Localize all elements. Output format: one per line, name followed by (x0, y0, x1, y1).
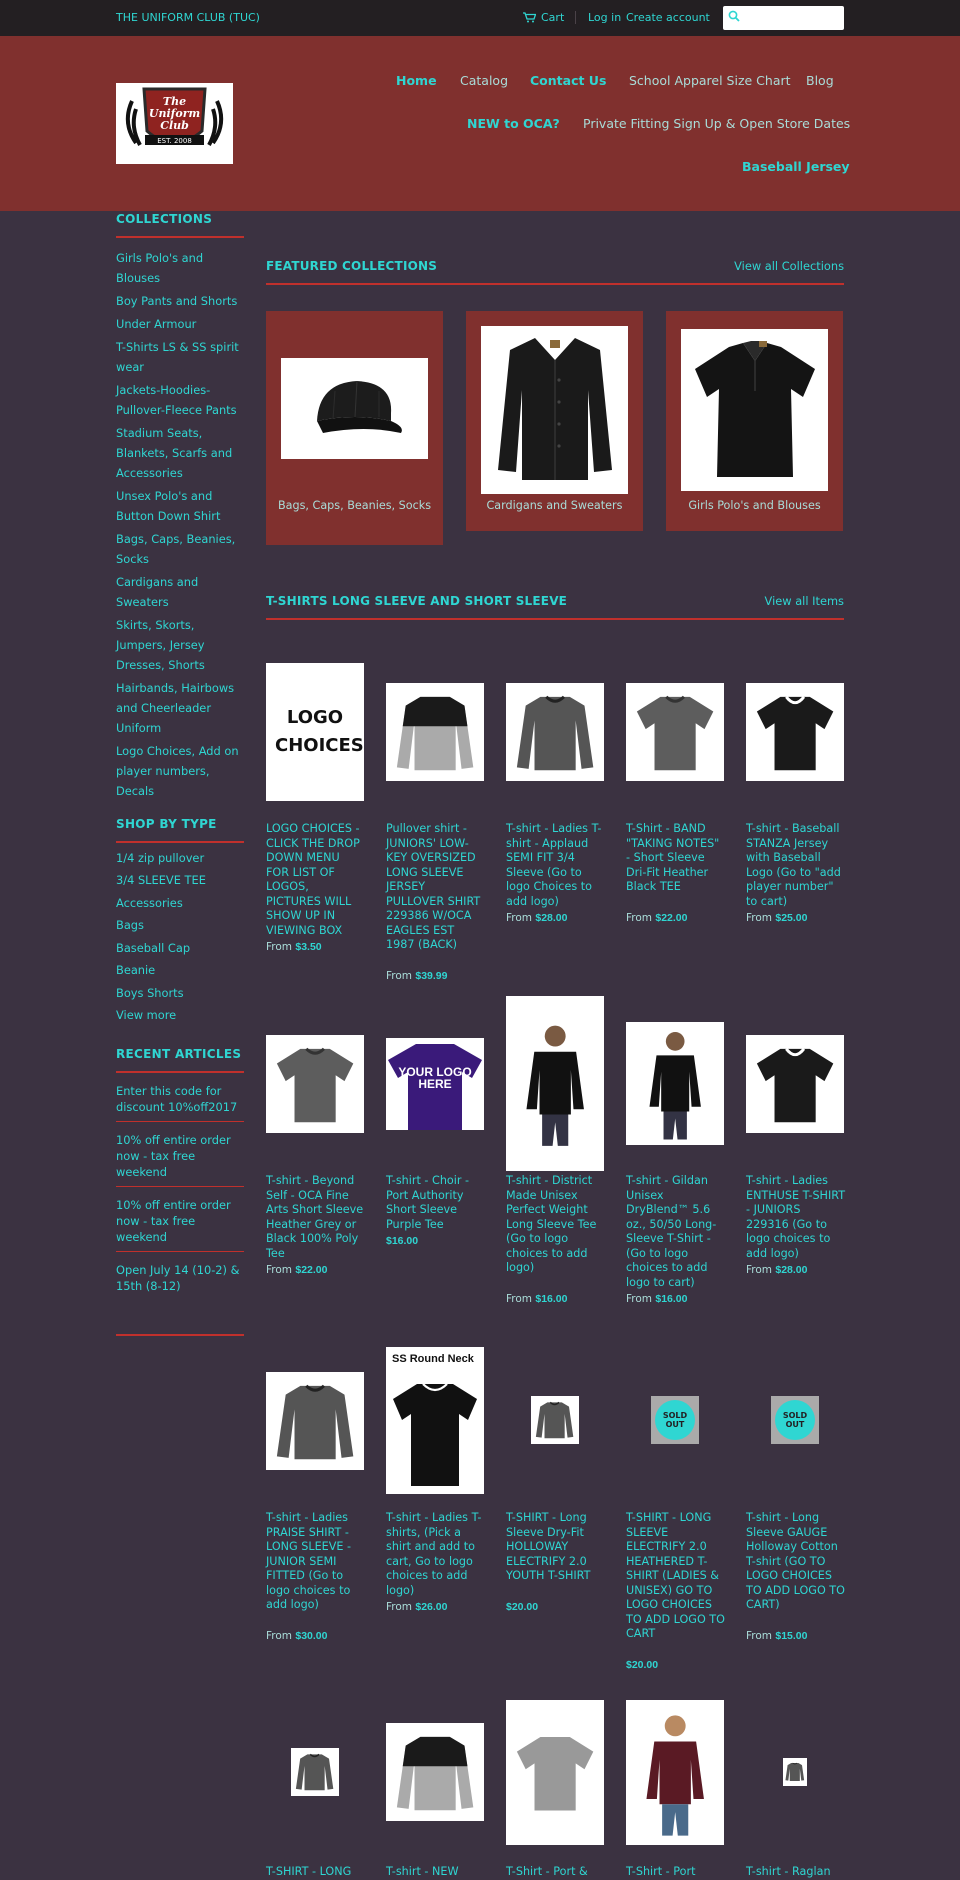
view-more-link[interactable]: View more (116, 1008, 177, 1022)
collection-link[interactable]: Skirts, Skorts, Jumpers, Jersey Dresses, Shorts (116, 618, 205, 672)
price-value: $28.00 (535, 912, 568, 924)
nav-blog[interactable]: Blog (806, 73, 834, 88)
product-title-link[interactable]: T-shirt - Choir - Port Authority Short Sleeve Purple Tee (386, 1174, 470, 1231)
product-image[interactable] (266, 1372, 364, 1470)
nav-new-oca[interactable]: NEW to OCA? (467, 116, 560, 131)
your-logo-here-text: YOUR LOGO HERE (398, 1065, 472, 1091)
product-title-link[interactable]: T-shirt - Raglan (746, 1865, 831, 1878)
logo-choices-text: LOGO CHOICES (275, 707, 364, 756)
divider (116, 841, 244, 843)
product-image[interactable] (626, 1022, 724, 1145)
polo-image (681, 329, 828, 491)
product-title-link[interactable]: T-shirt - Baseball STANZA Jersey with Baseball Logo (Go to "add player number" to cart) (746, 822, 841, 908)
product-title-link[interactable]: T-shirt - Ladies PRAISE SHIRT - LONG SLEEVE - JUNIOR SEMI FITTED (Go to logo choices to add logo) (266, 1511, 352, 1611)
svg-text:Uniform: Uniform (148, 107, 201, 120)
product-image[interactable] (386, 683, 484, 781)
product-title-link[interactable]: T-shirt - District Made Unisex Perfect Weight Long Sleeve Tee (Go to logo choices to add logo) (506, 1174, 597, 1274)
price-value: $39.99 (415, 970, 448, 982)
product-image[interactable] (771, 1396, 819, 1444)
price-value: $20.00 (626, 1659, 659, 1671)
product-image[interactable] (746, 683, 844, 781)
product-title-link[interactable]: T-shirt - Ladies T-shirts, (Pick a shirt and add to cart, Go to logo choices to add logo) (386, 1511, 482, 1597)
price-value: $28.00 (775, 1264, 808, 1276)
product-title-link[interactable]: T-shirt - Beyond Self - OCA Fine Arts Short Sleeve Heather Grey or Black 100% Poly Tee (266, 1174, 364, 1260)
product-price (386, 1600, 447, 1614)
collections-heading: COLLECTIONS (116, 212, 213, 226)
collection-link[interactable]: Girls Polo's and Blouses (116, 251, 204, 285)
price-from-label: From (626, 912, 656, 924)
product-price (746, 1263, 807, 1277)
site-logo[interactable] (116, 83, 233, 164)
product-title-link[interactable]: T-shirt - Long Sleeve GAUGE Holloway Cotton T-shirt (GO TO LOGO CHOICES TO ADD LOGO TO CART) (746, 1511, 845, 1611)
collection-link[interactable]: Boy Pants and Shorts (116, 294, 238, 308)
featured-collection-card[interactable] (266, 311, 443, 545)
price-value: $16.00 (386, 1235, 419, 1247)
price-value: $22.00 (655, 912, 688, 924)
type-link[interactable]: 3/4 SLEEVE TEE (116, 873, 206, 887)
product-price (386, 969, 447, 983)
product-title-link[interactable]: T-shirt - Ladies ENTHUSE T-SHIRT - JUNIORS 229316 (Go to logo choices to add logo) (746, 1174, 846, 1260)
create-account-link[interactable]: Create account (626, 11, 710, 24)
shop-by-type-heading: SHOP BY TYPE (116, 817, 217, 831)
product-image[interactable] (626, 1700, 724, 1845)
login-link[interactable]: Log in (588, 11, 622, 24)
product-price (386, 1234, 418, 1248)
price-value: $22.00 (295, 1264, 328, 1276)
product-title-link[interactable]: T-shirt - Ladies T-shirt - Applaud SEMI FIT 3/4 Sleeve (Go to logo Choices to add logo) (506, 822, 602, 908)
collection-link[interactable]: Jackets-Hoodies-Pullover-Fleece Pants (116, 383, 237, 417)
collection-caption: Cardigans and Sweaters (486, 499, 623, 512)
price-from-label: From (266, 1630, 296, 1642)
divider (575, 11, 576, 24)
cart-icon (523, 12, 536, 23)
price-from-label: From (746, 912, 776, 924)
product-image[interactable] (506, 996, 604, 1171)
product-price (626, 911, 687, 925)
cart-label: Cart (541, 11, 565, 24)
view-all-collections-link[interactable]: View all Collections (734, 259, 844, 273)
product-image[interactable] (531, 1396, 579, 1444)
collection-link[interactable]: T-Shirts LS & SS spirit wear (116, 340, 239, 374)
product-price (746, 911, 807, 925)
shop-by-type-list (116, 851, 244, 1024)
sold-out-badge: SOLD OUT (655, 1400, 695, 1440)
collection-link[interactable]: Bags, Caps, Beanies, Socks (116, 532, 236, 566)
product-price (746, 1629, 807, 1643)
cart-link[interactable] (523, 11, 564, 24)
product-image[interactable] (386, 1723, 484, 1821)
product-title-link[interactable]: T-SHIRT - LONG SLEEVE ELECTRIFY 2.0 HEATHERED T-SHIRT (LADIES & UNISEX) GO TO LOGO CHOICES TO ADD LOGO TO CART (626, 1511, 725, 1640)
article-link[interactable]: Open July 14 (10-2) & 15th (8-12) (116, 1263, 240, 1293)
product-image[interactable] (651, 1396, 699, 1444)
collections-list (116, 248, 244, 801)
product-image[interactable] (266, 663, 364, 801)
product-image[interactable] (626, 683, 724, 781)
product-price (506, 1600, 538, 1614)
price-value: $16.00 (535, 1293, 568, 1305)
type-link[interactable]: Bags (116, 918, 144, 932)
product-image[interactable] (506, 1700, 604, 1845)
divider (266, 283, 844, 285)
product-image[interactable] (386, 1347, 484, 1494)
price-value: $26.00 (415, 1601, 448, 1613)
collection-link[interactable]: Unsex Polo's and Button Down Shirt (116, 489, 221, 523)
article-link[interactable]: 10% off entire order now - tax free weekend (116, 1122, 244, 1187)
nav-baseball-jersey[interactable]: Baseball Jersey (742, 159, 850, 174)
price-from-label: From (746, 1630, 776, 1642)
price-value: $15.00 (775, 1630, 808, 1642)
product-image[interactable] (783, 1758, 807, 1786)
nav-fitting[interactable]: Private Fitting Sign Up & Open Store Dates (583, 116, 851, 131)
nav-contact[interactable]: Contact Us (530, 73, 607, 88)
section-title: FEATURED COLLECTIONS (266, 259, 438, 273)
cardigan-image (481, 326, 628, 494)
nav-size-chart[interactable]: School Apparel Size Chart (629, 73, 791, 88)
product-title-link[interactable]: T-SHIRT - LONG (266, 1865, 352, 1878)
product-title-link[interactable]: T-shirt - NEW (386, 1865, 459, 1878)
cap-image (281, 358, 428, 459)
product-price (506, 1292, 567, 1306)
price-value: $25.00 (775, 912, 808, 924)
article-link[interactable]: Enter this code for discount 10%off2017 (116, 1073, 244, 1122)
price-from-label: From (266, 941, 296, 953)
collection-caption: Girls Polo's and Blouses (688, 499, 821, 512)
store-name-link[interactable]: THE UNIFORM CLUB (TUC) (116, 11, 260, 24)
sold-out-badge: SOLD OUT (775, 1400, 815, 1440)
price-value: $16.00 (655, 1293, 688, 1305)
price-value: $20.00 (506, 1601, 539, 1613)
type-link[interactable]: Boys Shorts (116, 985, 184, 1000)
top-bar (0, 0, 960, 36)
product-title-link[interactable]: LOGO CHOICES - CLICK THE DROP DOWN MENU FOR LIST OF LOGOS, PICTURES WILL SHOW UP IN VIEWING BOX (266, 822, 360, 937)
product-title-link[interactable]: T-Shirt - BAND "TAKING NOTES" - Short Sleeve Dri-Fit Heather Black TEE (626, 822, 720, 893)
collection-link[interactable]: Hairbands, Hairbows and Cheerleader Uniform (116, 681, 235, 735)
divider (266, 618, 844, 620)
price-from-label: From (266, 1264, 296, 1276)
price-from-label: From (746, 1264, 776, 1276)
article-link[interactable]: 10% off entire order now - tax free weekend (116, 1187, 244, 1252)
product-image[interactable] (266, 1035, 364, 1133)
svg-text:EST. 2008: EST. 2008 (157, 137, 192, 145)
sidebar (116, 212, 244, 1336)
articles-list (116, 1073, 244, 1300)
product-price (266, 1263, 327, 1277)
product-image[interactable] (386, 1038, 484, 1130)
divider (116, 236, 244, 238)
search-input[interactable] (745, 9, 840, 27)
recent-articles-heading: RECENT ARTICLES (116, 1047, 242, 1061)
collection-link[interactable]: Stadium Seats, Blankets, Scarfs and Accessories (116, 426, 233, 480)
section-title: T-SHIRTS LONG SLEEVE AND SHORT SLEEVE (266, 594, 568, 608)
product-image[interactable] (506, 683, 604, 781)
site-header (0, 36, 960, 211)
price-from-label: From (506, 912, 536, 924)
search-icon[interactable] (728, 10, 740, 22)
product-image[interactable] (291, 1748, 339, 1796)
svg-text:The: The (162, 95, 187, 108)
collection-link[interactable]: Logo Choices, Add on player numbers, Decals (116, 744, 239, 798)
featured-collections-header (266, 259, 844, 289)
price-from-label: From (626, 1293, 656, 1305)
product-price (506, 911, 567, 925)
price-value: $3.50 (295, 941, 322, 953)
collection-caption: Bags, Caps, Beanies, Socks (277, 499, 432, 512)
price-from-label: From (386, 1601, 416, 1613)
type-link[interactable]: Baseball Cap (116, 940, 191, 955)
product-price (626, 1292, 687, 1306)
product-title-link[interactable]: T-Shirt - Port & (506, 1865, 588, 1878)
product-title-link[interactable]: T-Shirt - Port (626, 1865, 696, 1878)
product-title-link[interactable]: T-shirt - Gildan Unisex DryBlend™ 5.6 oz., 50/50 Long-Sleeve T-Shirt - (Go to logo choices to add logo to cart) (626, 1174, 717, 1289)
collection-link[interactable]: Cardigans and Sweaters (116, 575, 199, 609)
product-title-link[interactable]: Pullover shirt - JUNIORS' LOW-KEY OVERSIZED LONG SLEEVE JERSEY PULLOVER SHIRT 229386 W/OCA EAGLES EST 1987 (BACK) (386, 822, 481, 951)
type-link[interactable]: Beanie (116, 963, 156, 977)
view-all-items-link[interactable]: View all Items (764, 594, 844, 608)
svg-text:Club: Club (160, 119, 189, 132)
price-from-label: From (386, 970, 416, 982)
search-box (723, 6, 844, 30)
product-price (626, 1658, 658, 1672)
featured-collection-card[interactable] (466, 311, 643, 531)
divider (116, 1334, 244, 1336)
nav-home[interactable]: Home (396, 73, 437, 88)
nav-catalog[interactable]: Catalog (460, 73, 509, 88)
price-value: $30.00 (295, 1630, 328, 1642)
product-price (266, 1629, 327, 1643)
tshirts-section-header (266, 594, 844, 624)
collection-link[interactable]: Under Armour (116, 317, 197, 331)
type-link[interactable]: 1/4 zip pullover (116, 850, 205, 865)
product-image[interactable] (746, 1035, 844, 1133)
product-title-link[interactable]: T-SHIRT - Long Sleeve Dry-Fit HOLLOWAY ELECTRIFY 2.0 YOUTH T-SHIRT (506, 1511, 591, 1582)
featured-collection-card[interactable] (666, 311, 843, 531)
price-from-label: From (506, 1293, 536, 1305)
product-price (266, 940, 322, 954)
ss-round-neck-text: SS Round Neck (392, 1353, 474, 1365)
uniform-club-logo-icon (116, 83, 233, 164)
type-link[interactable]: Accessories (116, 895, 183, 910)
